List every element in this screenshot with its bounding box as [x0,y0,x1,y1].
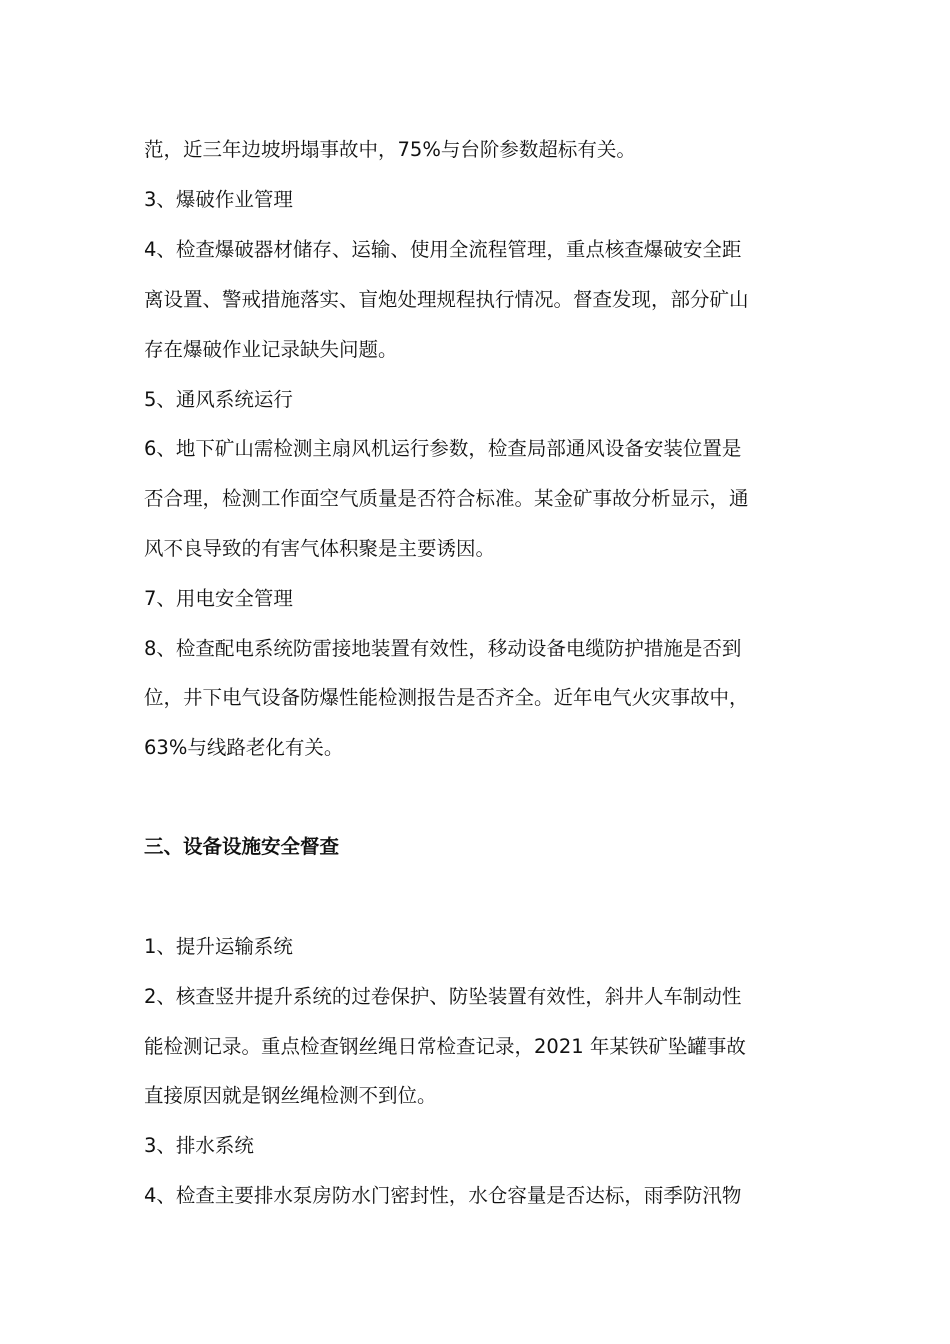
text-line-7: 6、地下矿山需检测主扇风机运行参数，检查局部通风设备安装位置是 [144,437,742,460]
item-heading-drainage: 3、排水系统 [144,1134,254,1157]
text-line-3: 4、检查爆破器材储存、运输、使用全流程管理，重点核查爆破安全距 [144,238,742,261]
item-heading-blasting: 3、爆破作业管理 [144,188,293,211]
text-line-8: 否合理，检测工作面空气质量是否符合标准。某金矿事故分析显示，通 [144,487,749,510]
item-heading-hoisting: 1、提升运输系统 [144,935,293,958]
text-line-4: 离设置、警戒措施落实、盲炮处理规程执行情况。督查发现，部分矿山 [144,288,749,311]
text-line-9: 风不良导致的有害气体积聚是主要诱因。 [144,537,496,560]
item-heading-ventilation: 5、通风系统运行 [144,388,293,411]
text-line-17: 能检测记录。重点检查钢丝绳日常检查记录，2021 年某铁矿坠罐事故 [144,1035,746,1058]
text-line-18: 直接原因就是钢丝绳检测不到位。 [144,1084,437,1107]
text-line-5: 存在爆破作业记录缺失问题。 [144,338,398,361]
text-line-12: 位，井下电气设备防爆性能检测报告是否齐全。近年电气火灾事故中， [144,686,749,709]
section-heading: 三、设备设施安全督查 [144,835,340,858]
text-line-13: 63%与线路老化有关。 [144,736,344,759]
text-line-16: 2、核查竖井提升系统的过卷保护、防坠装置有效性，斜井人车制动性 [144,985,742,1008]
text-line-20: 4、检查主要排水泵房防水门密封性，水仓容量是否达标，雨季防汛物 [144,1184,742,1207]
text-line-11: 8、检查配电系统防雷接地装置有效性，移动设备电缆防护措施是否到 [144,637,742,660]
text-line-1: 范，近三年边坡坍塌事故中，75%与台阶参数超标有关。 [144,138,636,161]
item-heading-electricity: 7、用电安全管理 [144,587,293,610]
